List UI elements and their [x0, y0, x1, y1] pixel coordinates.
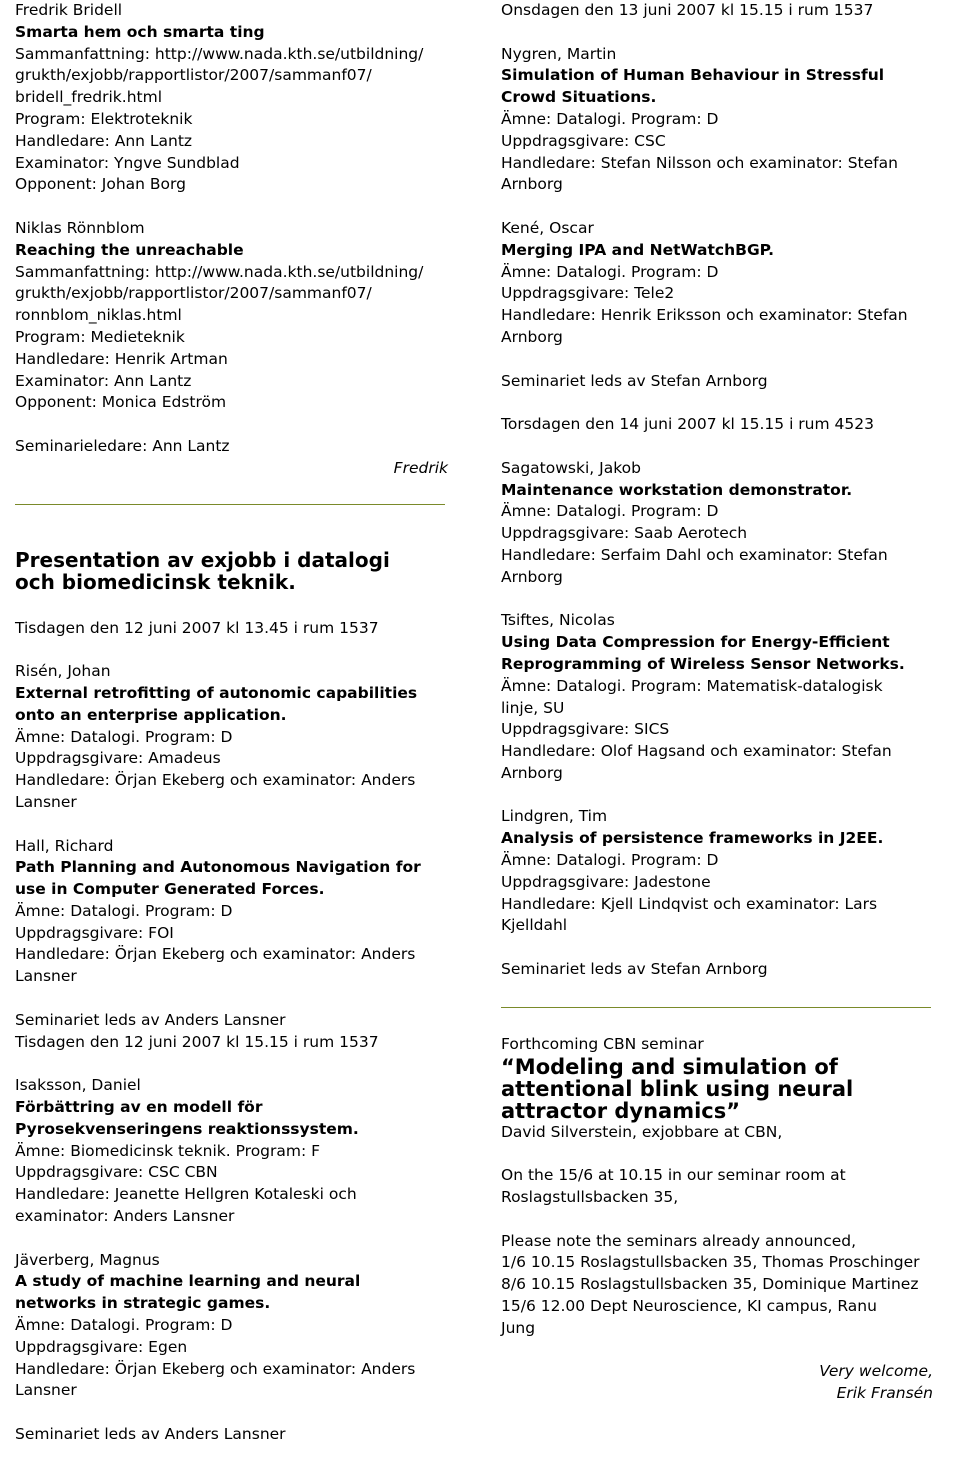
subject: linje, SU [501, 698, 565, 717]
seminar-leader: Seminariet leds av Anders Lansner [15, 1425, 286, 1444]
summary-link[interactable]: grukth/exjobb/rapportlistor/2007/sammanf07/ [15, 66, 372, 85]
supervisor: Handledare: Henrik Artman [15, 349, 228, 368]
student-name: Nygren, Martin [501, 44, 617, 63]
supervisor: Handledare: Henrik Eriksson och examinator: Stefan [501, 306, 908, 325]
supervisor: Handledare: Örjan Ekeberg och examinator: Anders [15, 945, 416, 964]
entry-hall [15, 836, 465, 989]
subject: Ämne: Datalogi. Program: D [15, 1316, 233, 1335]
thesis-title: Förbättring av en modell för [15, 1098, 263, 1117]
subject: Ämne: Datalogi. Program: Matematisk-datalogisk [501, 676, 883, 695]
session-date: Torsdagen den 14 juni 2007 kl 15.15 i rum 4523 [501, 415, 874, 434]
supervisor: Handledare: Olof Hagsand och examinator: Stefan [501, 742, 892, 761]
entry-javerberg [15, 1250, 465, 1403]
thesis-title: Pyrosekvenseringens reaktionssystem. [15, 1119, 359, 1138]
thesis-title: networks in strategic games. [15, 1294, 271, 1313]
thesis-title: A study of machine learning and neural [15, 1272, 361, 1291]
entry-ronnblom [15, 218, 465, 414]
subject: Ämne: Datalogi. Program: D [501, 851, 719, 870]
client: Uppdragsgivare: CSC CBN [15, 1163, 218, 1182]
thesis-title: Analysis of persistence frameworks in J2EE. [501, 829, 884, 848]
thesis-title: Using Data Compression for Energy-Efficient [501, 633, 890, 652]
signature-fredrik: Fredrik [393, 458, 448, 477]
entry-bridell [15, 0, 465, 196]
supervisor: Handledare: Kjell Lindqvist och examinator: Lars [501, 894, 878, 913]
cbn-announcement [501, 1034, 946, 1405]
client: Uppdragsgivare: CSC [501, 131, 666, 150]
supervisor: Handledare: Örjan Ekeberg och examinator: Anders [15, 771, 416, 790]
subject: Ämne: Datalogi. Program: D [501, 109, 719, 128]
supervisor: Handledare: Stefan Nilsson och examinator: Stefan [501, 153, 898, 172]
session-date: Tisdagen den 12 juni 2007 kl 15.15 i rum 1537 [15, 1032, 379, 1051]
entry-risen [15, 661, 465, 814]
right-column [501, 0, 946, 1405]
thesis-title: Smarta hem och smarta ting [15, 22, 265, 41]
cbn-note: Please note the seminars already announced, [501, 1231, 857, 1250]
student-name: Tsiftes, Nicolas [501, 611, 615, 630]
thesis-title: Path Planning and Autonomous Navigation for [15, 858, 421, 877]
thesis-title: use in Computer Generated Forces. [15, 880, 325, 899]
opponent: Opponent: Johan Borg [15, 175, 186, 194]
supervisor: Lansner [15, 792, 77, 811]
subject: Ämne: Datalogi. Program: D [501, 502, 719, 521]
thesis-title: External retrofitting of autonomic capabilities [15, 683, 418, 702]
student-name: Niklas Rönnblom [15, 218, 145, 237]
client: Uppdragsgivare: Tele2 [501, 284, 675, 303]
subject: Ämne: Biomedicinsk teknik. Program: F [15, 1141, 321, 1160]
thesis-title: Crowd Situations. [501, 88, 657, 107]
cbn-when: On the 15/6 at 10.15 in our seminar room at [501, 1166, 846, 1185]
program: Program: Medieteknik [15, 327, 185, 346]
client: Uppdragsgivare: SICS [501, 720, 670, 739]
cbn-note: 15/6 12.00 Dept Neuroscience, KI campus, Ranu [501, 1297, 877, 1316]
supervisor: Handledare: Örjan Ekeberg och examinator: Anders [15, 1359, 416, 1378]
supervisor: Kjelldahl [501, 916, 568, 935]
program: Program: Elektroteknik [15, 109, 193, 128]
entry-lindgren [501, 806, 946, 937]
left-column [15, 0, 465, 1446]
welcome-greeting: Very welcome, [819, 1362, 933, 1381]
cbn-note: Jung [501, 1318, 536, 1337]
student-name: Lindgren, Tim [501, 807, 608, 826]
subject: Ämne: Datalogi. Program: D [15, 901, 233, 920]
supervisor: Lansner [15, 1381, 77, 1400]
supervisor: Handledare: Serfaim Dahl och examinator: Stefan [501, 545, 888, 564]
entry-tsiftes [501, 610, 946, 784]
cbn-when: Roslagstullsbacken 35, [501, 1188, 679, 1207]
cbn-speaker: David Silverstein, exjobbare at CBN, [501, 1122, 783, 1141]
client: Uppdragsgivare: Amadeus [15, 749, 221, 768]
student-name: Jäverberg, Magnus [15, 1250, 160, 1269]
thesis-title: Reprogramming of Wireless Sensor Networks. [501, 654, 905, 673]
supervisor: examinator: Anders Lansner [15, 1207, 235, 1226]
supervisor: Arnborg [501, 175, 563, 194]
supervisor: Handledare: Ann Lantz [15, 131, 193, 150]
student-name: Sagatowski, Jakob [501, 458, 641, 477]
supervisor: Arnborg [501, 763, 563, 782]
summary-link[interactable]: grukth/exjobb/rapportlistor/2007/sammanf07/ [15, 284, 372, 303]
cbn-note: 1/6 10.15 Roslagstullsbacken 35, Thomas Proschinger [501, 1253, 920, 1272]
thesis-title: Simulation of Human Behaviour in Stressful [501, 66, 885, 85]
supervisor: Arnborg [501, 327, 563, 346]
opponent: Opponent: Monica Edström [15, 393, 227, 412]
session-date: Onsdagen den 13 juni 2007 kl 15.15 i rum 1537 [501, 1, 874, 19]
student-name: Risén, Johan [15, 662, 111, 681]
summary-link[interactable]: bridell_fredrik.html [15, 88, 163, 107]
seminar-leader: Seminariet leds av Stefan Arnborg [501, 960, 768, 979]
student-name: Kené, Oscar [501, 218, 594, 237]
thesis-title: onto an enterprise application. [15, 705, 287, 724]
entry-kene [501, 218, 946, 349]
thesis-title: Merging IPA and NetWatchBGP. [501, 240, 775, 259]
cbn-title: “Modeling and simulation of attentional blink using neural attractor dynamics” [501, 1054, 854, 1123]
welcome-signature: Erik Fransén [836, 1384, 933, 1403]
thesis-title: Maintenance workstation demonstrator. [501, 480, 853, 499]
supervisor: Arnborg [501, 567, 563, 586]
seminar-leader: Seminariet leds av Stefan Arnborg [501, 371, 768, 390]
seminar-leader: Seminariet leds av Anders Lansner [15, 1010, 286, 1029]
client: Uppdragsgivare: FOI [15, 923, 174, 942]
supervisor: Handledare: Jeanette Hellgren Kotaleski och [15, 1185, 357, 1204]
page-heading: Presentation av exjobb i datalogi och biomedicinsk teknik. [15, 547, 390, 594]
student-name: Fredrik Bridell [15, 1, 123, 19]
subject: Ämne: Datalogi. Program: D [15, 727, 233, 746]
entry-nygren [501, 44, 946, 197]
summary-link[interactable]: ronnblom_niklas.html [15, 306, 182, 325]
cbn-kicker: Forthcoming CBN seminar [501, 1034, 704, 1053]
client: Uppdragsgivare: Egen [15, 1337, 188, 1356]
summary-link[interactable]: Sammanfattning: http://www.nada.kth.se/utbildning/ [15, 262, 424, 281]
supervisor: Lansner [15, 967, 77, 986]
client: Uppdragsgivare: Saab Aerotech [501, 524, 748, 543]
session-date: Tisdagen den 12 juni 2007 kl 13.45 i rum 1537 [15, 618, 379, 637]
thesis-title: Reaching the unreachable [15, 240, 244, 259]
subject: Ämne: Datalogi. Program: D [501, 262, 719, 281]
client: Uppdragsgivare: Jadestone [501, 872, 711, 891]
entry-sagatowski [501, 458, 946, 589]
examiner: Examinator: Yngve Sundblad [15, 153, 240, 172]
summary-link[interactable]: Sammanfattning: http://www.nada.kth.se/utbildning/ [15, 44, 424, 63]
entry-isaksson [15, 1075, 465, 1228]
student-name: Isaksson, Daniel [15, 1076, 141, 1095]
student-name: Hall, Richard [15, 836, 114, 855]
seminar-leader: Seminarieledare: Ann Lantz [15, 436, 230, 455]
examiner: Examinator: Ann Lantz [15, 371, 192, 390]
cbn-note: 8/6 10.15 Roslagstullsbacken 35, Dominique Martinez [501, 1275, 919, 1294]
